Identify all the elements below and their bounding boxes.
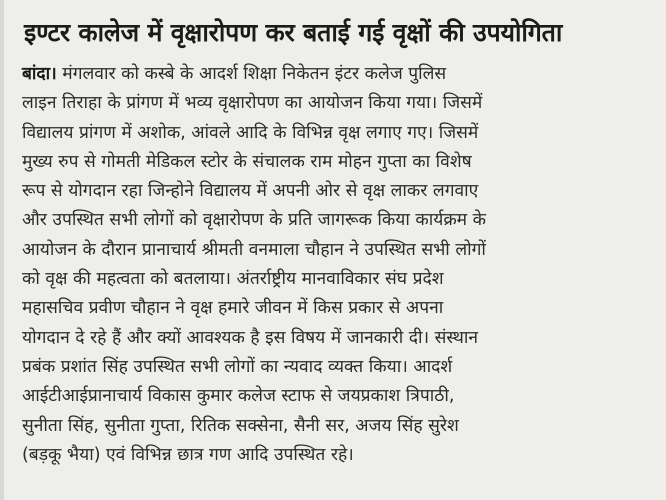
article-line-9: महासचिव प्रवीण चौहान ने वृक्ष हमारे जीवन में किस प्रकार से अपना <box>22 298 444 319</box>
article-line-3: विद्यालय प्रांगण में अशोक, आंवले आदि के विभिन्न वृक्ष लगाए गए। जिसमें <box>22 122 479 143</box>
article-line-1 <box>22 60 662 89</box>
headline: इण्टर कालेज में वृक्षारोपण कर बताई गई वृक्षों की उपयोगिता <box>24 18 563 47</box>
dateline: बांदा। <box>22 64 57 84</box>
article-body <box>22 60 662 470</box>
article-line-8: को वृक्ष की महत्वता को बतलाया। अंतर्राष्ट्रीय मानवाविकार संघ प्रदेश <box>22 269 444 290</box>
article-line-6: और उपस्थित सभी लोगों को वृक्षारोपण के प्रति जागरूक किया कार्यक्रम के <box>22 210 486 231</box>
article-line-11: प्रबंक प्रशांत सिंह उपस्थित सभी लोगों का न्यवाद व्यक्त किया। आदर्श <box>22 356 453 377</box>
article-line-7: आयोजन के दौरान प्रानाचार्य श्रीमती वनमाला चौहान ने उपस्थित सभी लोगों <box>22 239 486 260</box>
article-line-2: लाइन तिराहा के प्रांगण में भव्य वृक्षारोपण का आयोजन किया गया। जिसमें <box>22 93 483 114</box>
article-line-14: (बड़कू भैया) एवं विभिन्न छात्र गण आदि उपस्थित रहे। <box>22 444 354 465</box>
article-line-5: रूप से योगदान रहा जिन्होने विद्यालय में अपनी ओर से वृक्ष लाकर लगवाए <box>22 181 479 202</box>
article-line-12: आईटीआईप्रानाचार्य विकास कुमार कलेज स्टाफ से जयप्रकाश त्रिपाठी, <box>22 386 455 407</box>
article-line-13: सुनीता सिंह, सुनीता गुप्ता, रितिक सक्सेना, सैनी सर, अजय सिंह सुरेश <box>22 415 459 436</box>
article-line-10: योगदान दे रहे हैं और क्यों आवश्यक है इस विषय में जानकारी दी। संस्थान <box>22 327 479 348</box>
article-line-1-text: मंगलवार को कस्बे के आदर्श शिक्षा निकेतन इंटर कलेज पुलिस <box>56 64 447 84</box>
article-line-4: मुख्य रुप से गोमती मेडिकल स्टोर के संचालक राम मोहन गुप्ता का विशेष <box>22 151 472 172</box>
